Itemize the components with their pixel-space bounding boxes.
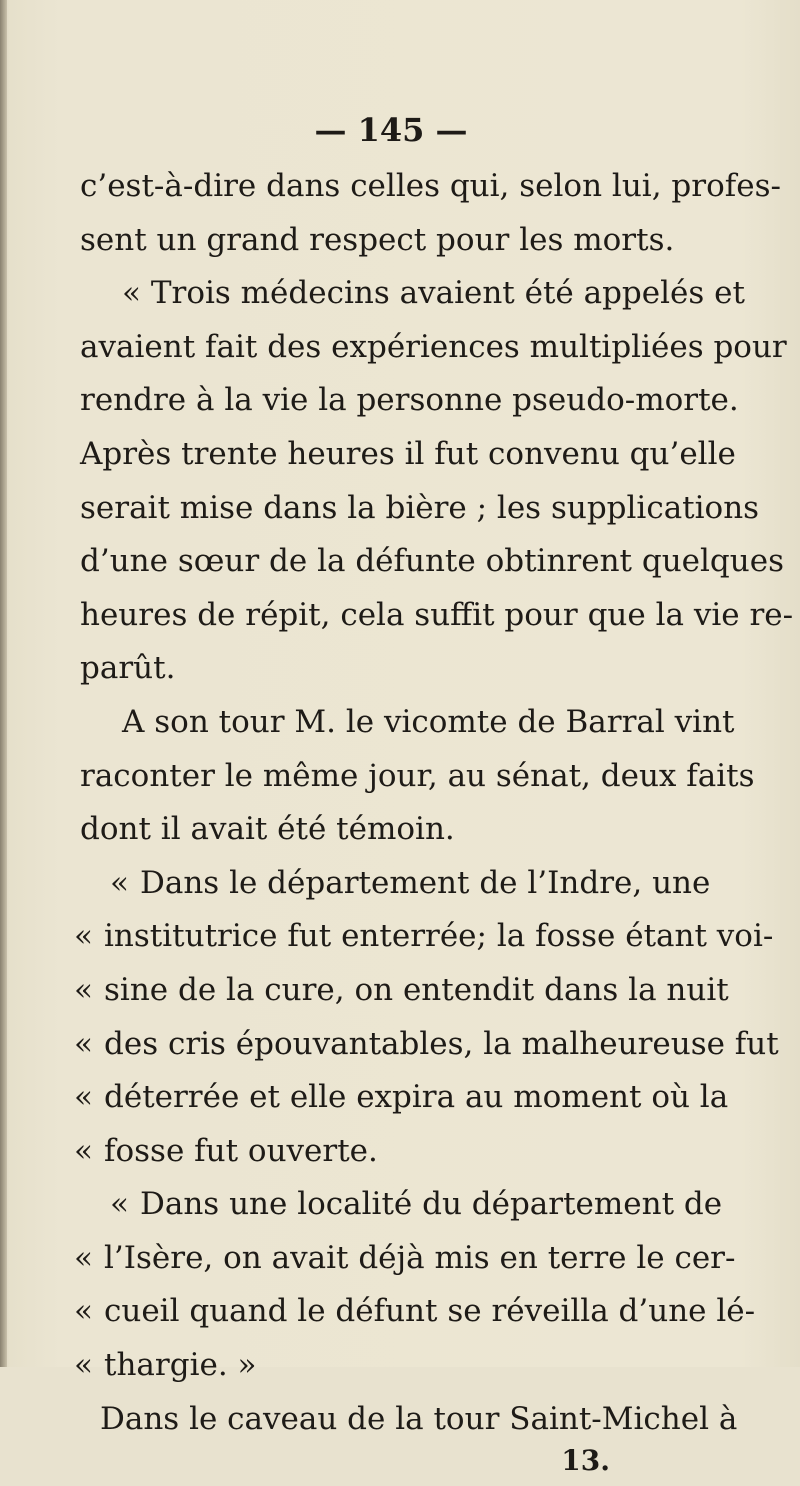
text-line: heures de répit, cela suffit pour que la vie re-: [80, 596, 794, 633]
text-line: dont il avait été témoin.: [80, 811, 455, 848]
text-line: rendre à la vie la personne pseudo-morte.: [80, 382, 739, 419]
quote-mark: «: [74, 1079, 93, 1116]
quoted-text: des cris épouvantables, la malheureuse fut: [104, 1025, 779, 1062]
text-line: d’une sœur de la défunte obtinrent quelques: [80, 543, 784, 580]
quote-mark: «: [74, 1239, 93, 1276]
quoted-line: [74, 1125, 702, 1179]
quoted-text: déterrée et elle expira au moment où la: [104, 1079, 729, 1116]
text-line: raconter le même jour, au sénat, deux faits: [80, 757, 755, 794]
quote-mark: «: [110, 864, 129, 901]
paragraph-start-line: A son tour M. le vicomte de Barral vint: [122, 703, 735, 740]
page-number: — 145 —: [314, 111, 468, 149]
quoted-text: institutrice fut enterrée; la fosse étant voi-: [104, 918, 774, 955]
paragraph-start-line: Dans le caveau de la tour Saint-Michel à: [100, 1400, 738, 1437]
quoted-line: [80, 857, 711, 911]
quoted-line: [74, 1339, 702, 1393]
page-edge-shadow: [0, 0, 7, 1367]
text-line: sent un grand respect pour les morts.: [80, 221, 675, 258]
signature-mark: 13.: [561, 1444, 610, 1478]
quoted-line: [74, 1285, 756, 1339]
quoted-text: Dans le département de l’Indre, une: [140, 864, 711, 901]
text-line: serait mise dans la bière ; les supplications: [80, 489, 760, 526]
quote-mark: «: [74, 1293, 93, 1330]
quoted-line: [74, 1018, 779, 1072]
quoted-text: cueil quand le défunt se réveilla d’une lé-: [104, 1293, 756, 1330]
quoted-line: [74, 1071, 729, 1125]
quoted-text: Dans une localité du département de: [140, 1186, 723, 1223]
quote-mark: «: [110, 1186, 129, 1223]
quoted-text: thargie. »: [104, 1347, 257, 1384]
quote-mark: «: [74, 918, 93, 955]
text-line: c’est-à-dire dans celles qui, selon lui, profes-: [80, 168, 781, 204]
text-line: Après trente heures il fut convenu qu’elle: [80, 435, 736, 472]
quote-mark: «: [74, 971, 93, 1008]
quoted-line: [74, 964, 729, 1018]
quoted-line: [74, 910, 774, 964]
quoted-line: [74, 1232, 736, 1286]
quote-mark: «: [74, 1347, 93, 1384]
quote-mark: «: [74, 1025, 93, 1062]
quoted-text: l’Isère, on avait déjà mis en terre le cer-: [104, 1239, 736, 1276]
quoted-text: fosse fut ouverte.: [104, 1132, 378, 1169]
text-line: parût.: [80, 650, 176, 687]
quoted-line: [80, 1178, 723, 1232]
paragraph-start-line: « Trois médecins avaient été appelés et: [122, 275, 745, 312]
page-text-block: [74, 100, 794, 1486]
quote-mark: «: [74, 1132, 93, 1169]
text-line: avaient fait des expériences multipliées pour: [80, 328, 787, 365]
quoted-text: sine de la cure, on entendit dans la nuit: [104, 971, 729, 1008]
